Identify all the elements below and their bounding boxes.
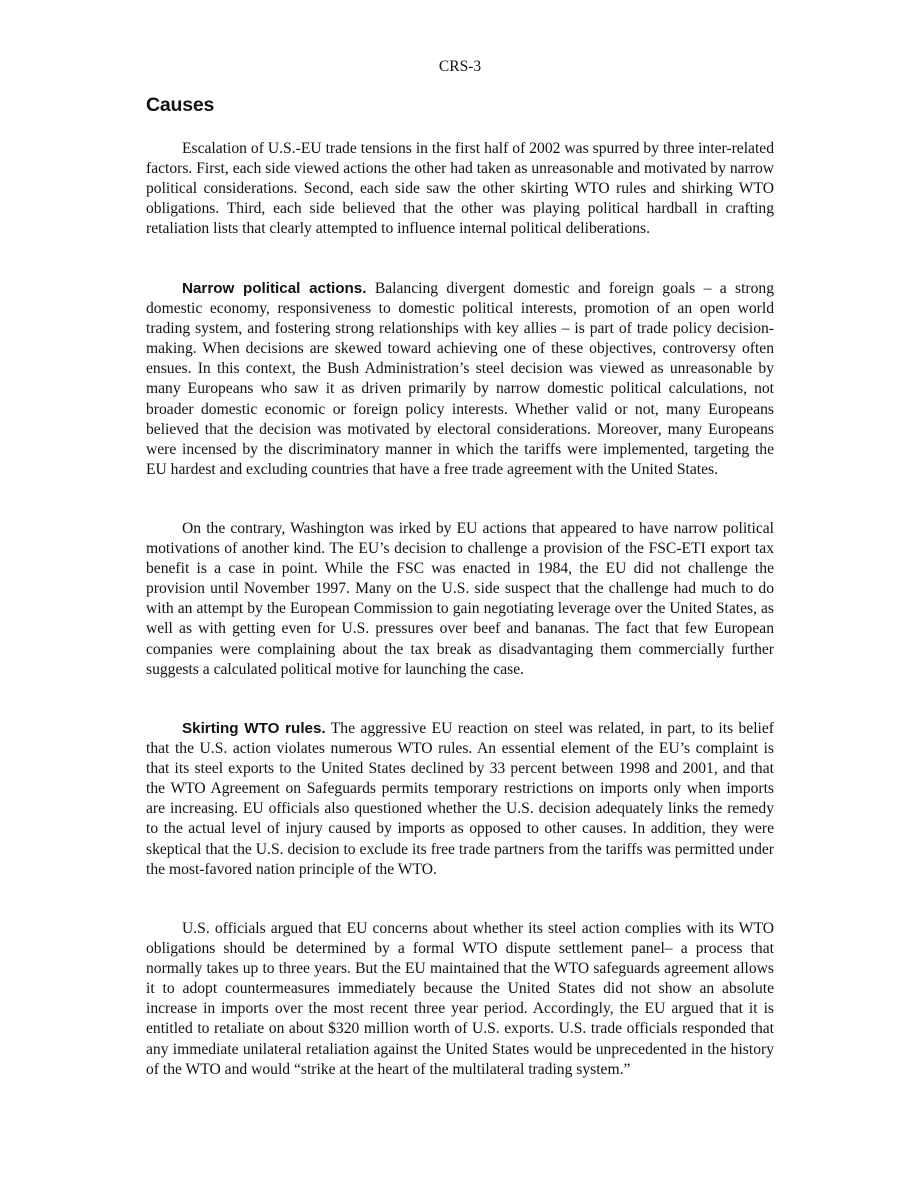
run-in-heading: Skirting WTO rules. — [182, 720, 326, 737]
paragraph-text: Balancing divergent domestic and foreign goals – a strong domestic economy, responsiveness to domestic political interests, promotion of an open world trading system, and fostering strong relationships with key allies – is part of trade policy decision-making. When decisions are skewed toward achieving one of these objectives, controversy often ensues. In this context, the Bush Administration’s steel decision was viewed as unreasonable by many Europeans who saw it as driven primarily by narrow domestic political calculations, not broader domestic economic or foreign policy interests. Whether valid or not, many Europeans believed that the decision was motivated by electoral considerations. Moreover, many Europeans were incensed by the discriminatory manner in which the tariffs were implemented, targeting the EU hardest and excluding countries that have a free trade agreement with the United States. — [146, 280, 774, 478]
section-heading: Causes — [146, 94, 215, 116]
paragraph-us-officials-argued — [146, 919, 774, 1080]
paragraph-text: U.S. officials argued that EU concerns about whether its steel action complies with its WTO obligations should be determined by a formal WTO dispute settlement panel– a process that normally takes up to three years. But the EU maintained that the WTO safeguards agreement allows it to adopt countermeasures immediately because the United States did not show an absolute increase in imports over the most recent three year period. Accordingly, the EU argued that it is entitled to retaliate on about $320 million worth of U.S. exports. U.S. trade officials responded that any immediate unilateral retaliation against the United States would be unprecedented in the history of the WTO and would “strike at the heart of the multilateral trading system.” — [146, 920, 774, 1078]
page-number: CRS-3 — [438, 58, 482, 75]
paragraph-text: On the contrary, Washington was irked by EU actions that appeared to have narrow political motivations of another kind. The EU’s decision to challenge a provision of the FSC-ETI export tax benefit is a case in point. While the FSC was enacted in 1984, the EU did not challenge the provision until November 1997. Many on the U.S. side suspect that the challenge had much to do with an attempt by the European Commission to gain negotiating leverage over the United States, as well as with getting even for U.S. pressures over beef and bananas. The fact that few European companies were complaining about the tax break as disadvantaging them commercially further suggests a calculated political motive for launching the case. — [146, 520, 774, 678]
paragraph-text: Escalation of U.S.-EU trade tensions in the first half of 2002 was spurred by three inter-related factors. First, each side viewed actions the other had taken as unreasonable and motivated by narrow political considerations. Second, each side saw the other skirting WTO rules and shirking WTO obligations. Third, each side believed that the other was playing political hardball in crafting retaliation lists that clearly attempted to influence internal political deliberations. — [146, 140, 774, 238]
run-in-heading: Narrow political actions. — [182, 280, 367, 297]
paragraph-text: The aggressive EU reaction on steel was related, in part, to its belief that the U.S. action violates numerous WTO rules. An essential element of the EU’s complaint is that its steel exports to the United States declined by 33 percent between 1998 and 2001, and that the WTO Agreement on Safeguards permits temporary restrictions on imports only when imports are increasing. EU officials also questioned whether the U.S. decision adequately links the remedy to the actual level of injury caused by imports as opposed to other causes. In addition, they were skeptical that the U.S. decision to exclude its free trade partners from the tariffs was permitted under the most-favored nation principle of the WTO. — [146, 720, 774, 878]
paragraph-narrow-political-actions — [146, 279, 774, 480]
paragraph-skirting-wto-rules — [146, 719, 774, 880]
paragraph-escalation — [146, 139, 774, 239]
paragraph-washington-irked — [146, 519, 774, 680]
